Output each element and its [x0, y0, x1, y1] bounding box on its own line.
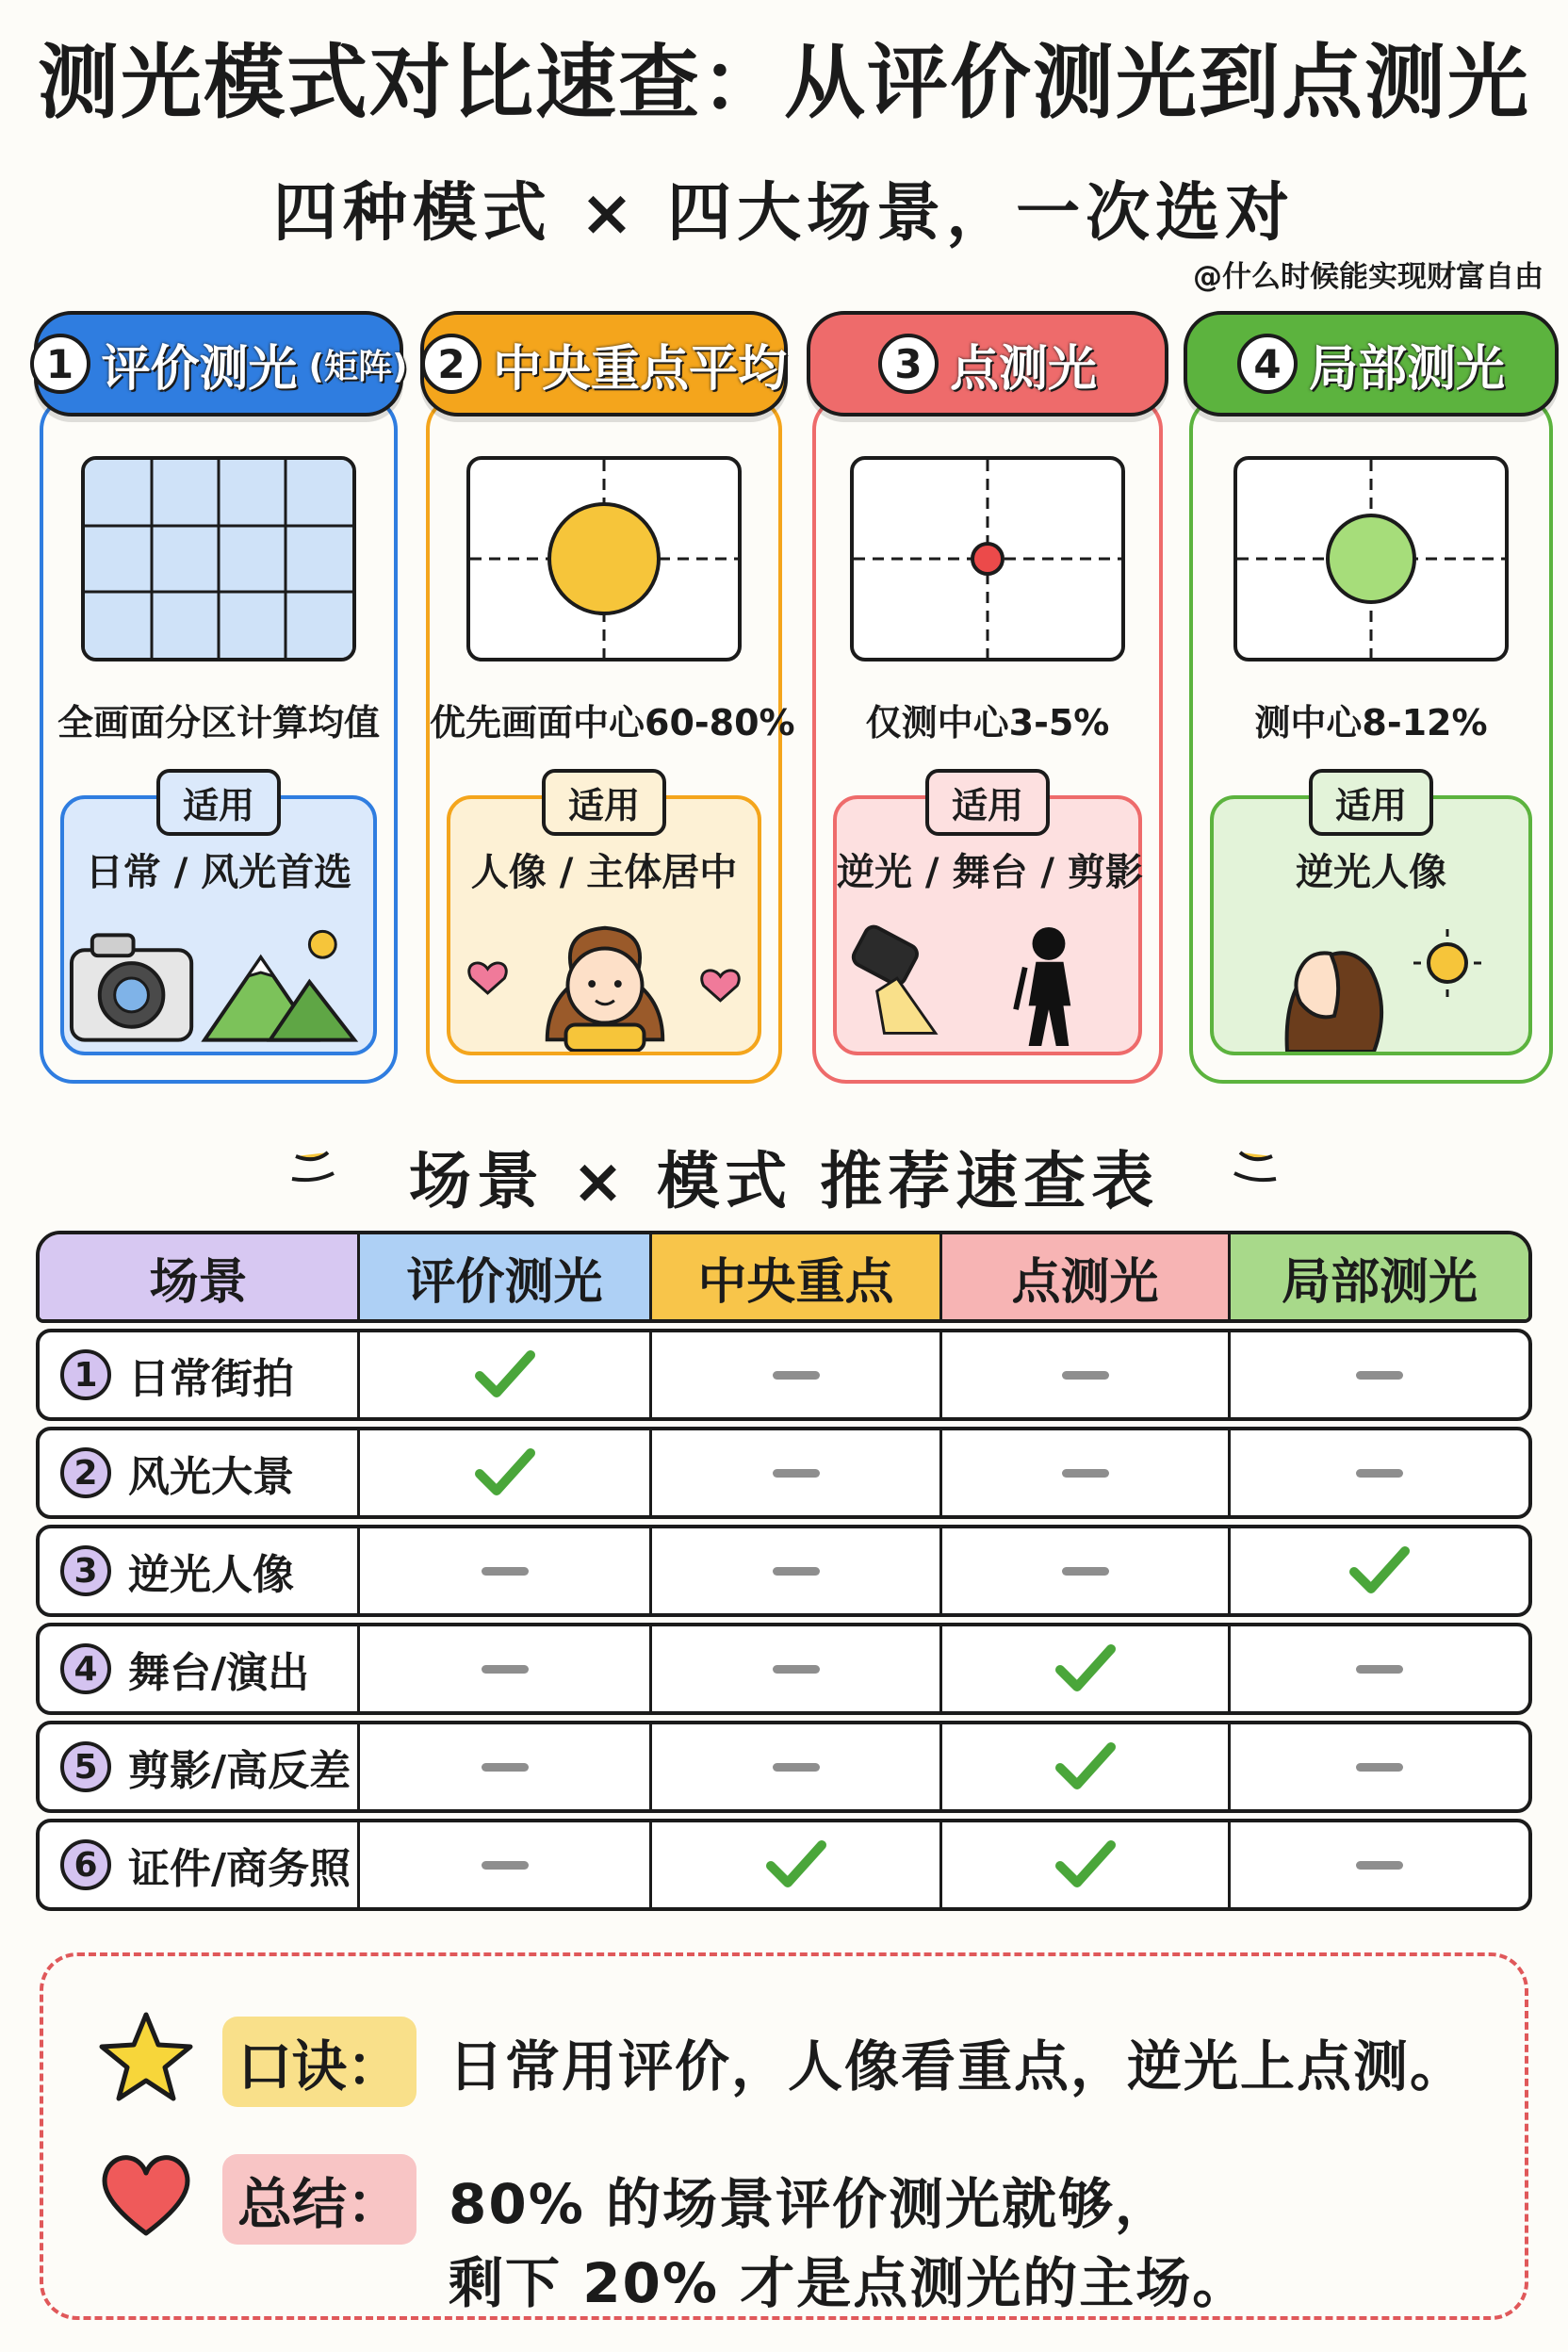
mode-title-pill [1184, 311, 1559, 416]
page-title: 测光模式对比速查：从评价测光到点测光 [38, 36, 1530, 130]
dash-icon [482, 1665, 529, 1674]
mode-title-pill [807, 311, 1168, 416]
mark-cell [360, 1724, 652, 1809]
scene-cell [40, 1332, 360, 1417]
mode-card-body [1189, 396, 1553, 1084]
dash-icon [773, 1371, 820, 1380]
scene-number-badge: 2 [60, 1447, 111, 1498]
conclusion-label: 总结： [222, 2154, 416, 2245]
mode-number-badge: 2 [421, 334, 482, 394]
mark-cell [360, 1822, 652, 1907]
heart-icon [96, 2147, 196, 2241]
mode-number-badge: 1 [30, 334, 90, 394]
metering-pattern-partial [1233, 456, 1509, 662]
mode-name-suffix: (矩阵) [308, 347, 408, 386]
section-title: 场景 × 模式 推荐速查表 [408, 1145, 1160, 1217]
use-case-tag: 适用 [542, 769, 666, 836]
mark-cell [652, 1626, 942, 1711]
scene-label: 剪影/高反差 [128, 1747, 351, 1795]
use-case-tag: 适用 [1309, 769, 1433, 836]
dash-icon [482, 1763, 529, 1772]
mode-number-badge: 4 [1237, 334, 1298, 394]
mark-cell [360, 1430, 652, 1515]
camera-mountain-illustration [64, 920, 373, 1052]
header-scene: 场景 [40, 1234, 360, 1319]
summary-box [40, 1952, 1528, 2320]
header-mode-4: 局部测光 [1231, 1234, 1528, 1319]
table-row [36, 1427, 1532, 1519]
dash-icon [1356, 1371, 1403, 1380]
mode-description: 测中心8-12% [1254, 702, 1488, 743]
backlit-portrait-illustration [1214, 920, 1528, 1052]
mark-cell [360, 1332, 652, 1417]
dash-icon [482, 1861, 529, 1870]
mark-cell [942, 1822, 1231, 1907]
mode-card-body [812, 396, 1163, 1084]
mode-name: 局部测光 [1308, 340, 1505, 398]
use-case-box [60, 785, 377, 1055]
dash-icon [1062, 1371, 1109, 1380]
mark-cell [1231, 1332, 1528, 1417]
mark-cell [652, 1332, 942, 1417]
dash-icon [773, 1567, 820, 1576]
mode-title-pill [34, 311, 408, 416]
sparkle-right-icon [1210, 1135, 1285, 1211]
table-row [36, 1819, 1532, 1911]
table-header [36, 1231, 1532, 1323]
scene-number-badge: 1 [60, 1349, 111, 1400]
dash-icon [1356, 1861, 1403, 1870]
scene-number-badge: 3 [60, 1545, 111, 1596]
mark-cell [1231, 1822, 1528, 1907]
scene-number-badge: 6 [60, 1839, 111, 1890]
dash-icon [482, 1567, 529, 1576]
table-row [36, 1329, 1532, 1421]
scene-cell [40, 1528, 360, 1613]
use-case-text: 日常 / 风光首选 [85, 851, 352, 894]
use-case-box [833, 785, 1143, 1055]
conclusion-line-2: 剩下 20% 才是点测光的主场。 [449, 2251, 1250, 2315]
mark-cell [942, 1430, 1231, 1515]
scene-number-badge: 4 [60, 1643, 111, 1694]
dash-icon [1356, 1763, 1403, 1772]
table-row [36, 1721, 1532, 1813]
mode-number-badge: 3 [878, 334, 939, 394]
check-icon [1348, 1544, 1411, 1598]
dash-icon [773, 1469, 820, 1478]
use-case-tag: 适用 [156, 769, 281, 836]
use-case-text: 逆光 / 舞台 / 剪影 [837, 851, 1143, 894]
star-icon [96, 2009, 196, 2103]
mark-cell [652, 1430, 942, 1515]
scene-cell [40, 1626, 360, 1711]
mode-title-pill [420, 311, 788, 416]
mark-cell [942, 1332, 1231, 1417]
scene-number-badge: 5 [60, 1741, 111, 1792]
mode-name: 点测光 [949, 340, 1097, 398]
mark-cell [652, 1724, 942, 1809]
dash-icon [773, 1763, 820, 1772]
metering-pattern-center [466, 456, 742, 662]
mode-card-2 [420, 311, 795, 1084]
dash-icon [1356, 1665, 1403, 1674]
mode-card-1 [34, 311, 408, 1084]
check-icon [1054, 1838, 1117, 1892]
mode-card-3 [807, 311, 1168, 1084]
table-row [36, 1623, 1532, 1715]
mark-cell [942, 1626, 1231, 1711]
dash-icon [1356, 1469, 1403, 1478]
dash-icon [773, 1665, 820, 1674]
use-case-box [447, 785, 761, 1055]
mark-cell [652, 1528, 942, 1613]
scene-label: 证件/商务照 [128, 1845, 351, 1893]
mode-name: 中央重点平均 [493, 340, 788, 398]
scene-cell [40, 1724, 360, 1809]
recommendation-table [36, 1231, 1532, 1911]
use-case-text: 人像 / 主体居中 [470, 851, 738, 894]
header-mode-3: 点测光 [942, 1234, 1231, 1319]
scene-label: 日常街拍 [128, 1355, 294, 1403]
mode-card-body [40, 396, 398, 1084]
mode-card-4 [1184, 311, 1559, 1084]
mark-cell [652, 1822, 942, 1907]
scene-label: 风光大景 [128, 1453, 294, 1501]
rhyme-label: 口诀： [222, 2017, 416, 2107]
check-icon [474, 1446, 536, 1500]
mode-description: 仅测中心3-5% [865, 702, 1110, 743]
mark-cell [1231, 1724, 1528, 1809]
check-icon [1054, 1642, 1117, 1696]
mark-cell [360, 1626, 652, 1711]
metering-pattern-matrix [81, 456, 356, 662]
table-row [36, 1525, 1532, 1617]
scene-label: 舞台/演出 [128, 1649, 310, 1697]
use-case-box [1210, 785, 1532, 1055]
scene-label: 逆光人像 [128, 1551, 294, 1599]
mode-name: 评价测光 [101, 340, 298, 398]
scene-cell [40, 1430, 360, 1515]
mark-cell [942, 1724, 1231, 1809]
mark-cell [942, 1528, 1231, 1613]
mode-card-body [426, 396, 795, 1084]
header-mode-1: 评价测光 [360, 1234, 652, 1319]
page-subtitle: 四种模式 × 四大场景，一次选对 [272, 176, 1296, 251]
check-icon [474, 1348, 536, 1402]
spotlight-silhouette-illustration [837, 920, 1138, 1052]
mark-cell [1231, 1430, 1528, 1515]
conclusion-line-1: 80% 的场景评价测光就够， [449, 2172, 1172, 2236]
mark-cell [1231, 1528, 1528, 1613]
mark-cell [1231, 1626, 1528, 1711]
use-case-tag: 适用 [925, 769, 1050, 836]
mode-description: 全画面分区计算均值 [57, 702, 380, 743]
author-credit: @什么时候能实现财富自由 [1193, 260, 1544, 294]
mark-cell [360, 1528, 652, 1613]
header-mode-2: 中央重点 [652, 1234, 942, 1319]
scene-cell [40, 1822, 360, 1907]
dash-icon [1062, 1469, 1109, 1478]
dash-icon [1062, 1567, 1109, 1576]
use-case-text: 逆光人像 [1296, 851, 1446, 894]
rhyme-text: 日常用评价，人像看重点，逆光上点测。 [449, 2034, 1467, 2099]
metering-pattern-spot [850, 456, 1125, 662]
check-icon [1054, 1740, 1117, 1794]
portrait-girl-illustration [450, 920, 758, 1052]
check-icon [765, 1838, 827, 1892]
mode-description: 优先画面中心60-80% [430, 702, 795, 743]
